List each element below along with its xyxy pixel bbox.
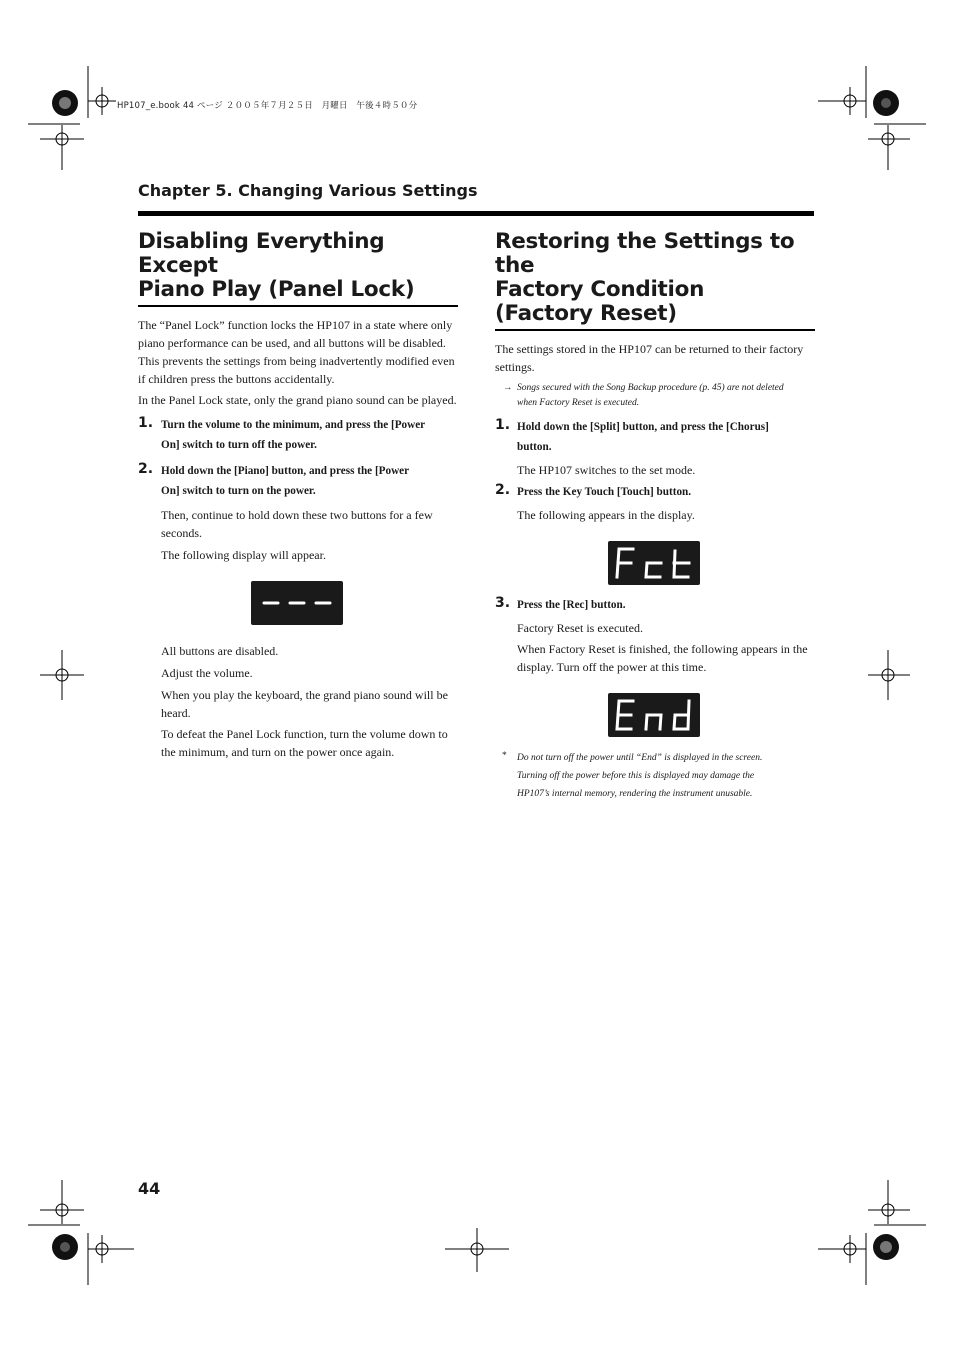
step-number: 3.: [495, 595, 511, 611]
intro-paragraph: The “Panel Lock” function locks the HP107 in a state where only piano performance can be used, and all buttons will be disabled. This prevents the settings from being inadvertently modified even if children press the buttons accidentally.: [138, 318, 455, 386]
result-text: When you play the keyboard, the grand piano sound will be heard.: [161, 688, 448, 720]
step-text: Press the Key Touch [Touch] button.: [517, 486, 692, 498]
step-text: On] switch to turn off the power.: [161, 439, 317, 451]
seven-segment-end: [608, 693, 700, 737]
step-detail: The HP107 switches to the set mode.: [517, 463, 696, 477]
note-line: Turning off the power before this is displayed may damage the: [517, 771, 755, 781]
warning-note: [495, 749, 815, 803]
arrow-icon: →: [503, 383, 513, 393]
intro-paragraph: In the Panel Lock state, only the grand piano sound can be played.: [138, 393, 457, 407]
step-number: 1.: [495, 417, 511, 433]
note-line: when Factory Reset is executed.: [517, 398, 640, 408]
step-2: [138, 461, 458, 501]
lcd-display-dashes: [251, 581, 343, 625]
heading-line: Restoring the Settings to the: [495, 229, 795, 278]
step-2: [495, 482, 815, 502]
heading-line: Factory Condition: [495, 277, 705, 302]
result-text: All buttons are disabled.: [161, 644, 279, 658]
step-text: Press the [Rec] button.: [517, 599, 626, 611]
intro-paragraph: The settings stored in the HP107 can be returned to their factory settings.: [495, 342, 804, 374]
seven-segment-fct: [608, 541, 700, 585]
note-line: Do not turn off the power until “End” is displayed in the screen.: [517, 753, 763, 763]
asterisk-icon: *: [502, 751, 507, 761]
step-text: Hold down the [Split] button, and press the [Chorus]: [517, 421, 769, 433]
note-line: Songs secured with the Song Backup procedure (p. 45) are not deleted: [517, 383, 784, 393]
result-text: To defeat the Panel Lock function, turn the volume down to the minimum, and turn on the power once again.: [161, 727, 448, 759]
step-detail: The following display will appear.: [161, 548, 326, 562]
note-line: HP107’s internal memory, rendering the instrument unusable.: [517, 789, 753, 799]
step-number: 2.: [495, 482, 511, 498]
heading-rule: [495, 329, 815, 331]
step-1: [138, 415, 458, 455]
step-1: [495, 417, 815, 457]
step-detail: Then, continue to hold down these two buttons for a few seconds.: [161, 508, 433, 540]
section-heading-factory-reset: [495, 230, 815, 326]
reference-note: [495, 381, 815, 411]
step-number: 1.: [138, 415, 154, 431]
result-text: Adjust the volume.: [161, 666, 253, 680]
step-text: On] switch to turn on the power.: [161, 485, 316, 497]
heading-line: Piano Play (Panel Lock): [138, 277, 415, 302]
step-text: Hold down the [Piano] button, and press the [Power: [161, 465, 410, 477]
lcd-display-end: [608, 693, 700, 737]
lcd-display-fct: [608, 541, 700, 585]
heading-line: Disabling Everything Except: [138, 229, 385, 278]
left-column: [138, 230, 458, 761]
heading-rule: [138, 305, 458, 307]
page-number: 44: [138, 1179, 161, 1198]
step-detail: When Factory Reset is finished, the following appears in the display. Turn off the power at this time.: [517, 642, 808, 674]
file-info-header: HP107_e.book 44 ページ ２００５年７月２５日 月曜日 午後４時５０分: [117, 101, 418, 111]
seven-segment-dashes: [251, 581, 343, 625]
section-heading-panel-lock: [138, 230, 458, 302]
step-detail: Factory Reset is executed.: [517, 621, 643, 635]
chapter-title: Chapter 5. Changing Various Settings: [138, 181, 478, 200]
right-column: [495, 230, 815, 803]
step-text: Turn the volume to the minimum, and press the [Power: [161, 419, 426, 431]
step-number: 2.: [138, 461, 154, 477]
step-detail: The following appears in the display.: [517, 508, 695, 522]
chapter-rule: [138, 211, 814, 216]
step-3: [495, 595, 815, 615]
step-text: button.: [517, 441, 552, 453]
heading-line: (Factory Reset): [495, 301, 677, 326]
